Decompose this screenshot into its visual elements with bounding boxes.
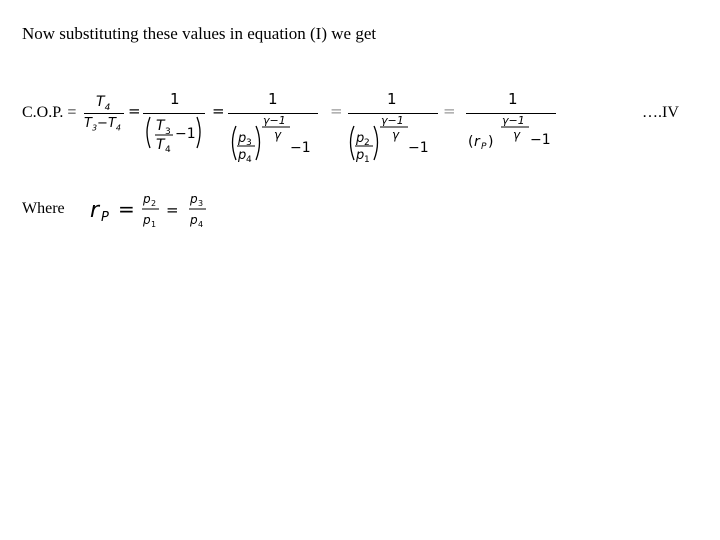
minus-one: −1 [408, 140, 429, 156]
term1-numerator: $T_4$ [96, 94, 111, 113]
t4-symbol: T [156, 137, 165, 153]
p2-symbol: p [143, 192, 151, 206]
p4-symbol: p [190, 213, 198, 227]
term1-fraction-bar [84, 113, 124, 114]
slide-heading: Now substituting these values in equation (I) we get [22, 24, 377, 43]
exponent-denominator: γ [513, 128, 521, 142]
term5-numerator: 1 [508, 90, 518, 108]
t3-symbol: T [156, 118, 165, 134]
term1-denominator: $T_3-T_4$ [84, 116, 121, 133]
p2-subscript: 2 [364, 138, 370, 148]
p1-subscript: 1 [364, 155, 370, 162]
exponent-numerator: γ−1 [502, 114, 525, 127]
p3-subscript: 3 [198, 199, 204, 208]
term3-numerator: 1 [268, 90, 278, 108]
rp-subscript: P [481, 142, 487, 152]
minus-one: −1 [175, 126, 196, 142]
p2-subscript: 2 [151, 199, 157, 208]
p3-symbol: p [238, 131, 247, 146]
term4-denominator [346, 112, 440, 162]
cop-label: C.O.P. = [22, 104, 77, 121]
p4-subscript: 4 [198, 220, 204, 229]
equals-sign-2: = [212, 102, 225, 120]
rp-definition [86, 186, 216, 232]
term4-numerator: 1 [387, 90, 397, 108]
p1-symbol: p [356, 148, 365, 162]
exponent-denominator: γ [392, 128, 400, 142]
p3-subscript: 3 [246, 138, 252, 148]
term2-numerator: 1 [170, 90, 180, 108]
term5-denominator [466, 112, 560, 152]
open-paren: ( [468, 134, 474, 150]
p4-subscript: 4 [246, 155, 252, 162]
minus-one: −1 [290, 140, 311, 156]
exponent-denominator: γ [274, 128, 282, 142]
term2-denominator [143, 114, 207, 154]
equals-sign-4: = [443, 102, 456, 120]
close-paren: ) [488, 134, 494, 150]
equals-sign: = [118, 197, 135, 221]
exponent-numerator: γ−1 [381, 114, 404, 127]
rp-symbol: r [474, 134, 480, 150]
term3-denominator [228, 112, 322, 162]
equals-sign-2: = [166, 201, 179, 219]
equals-sign-1: = [128, 102, 141, 120]
rp-subscript: P [101, 210, 109, 225]
p2-symbol: p [356, 131, 365, 146]
p3-symbol: p [190, 192, 198, 206]
rp-symbol: r [90, 198, 100, 223]
where-label: Where [22, 200, 65, 217]
t4-subscript: 4 [165, 145, 171, 154]
minus-one: −1 [530, 132, 551, 148]
equals-sign-3: = [330, 102, 343, 120]
exponent-numerator: γ−1 [263, 114, 286, 127]
p1-subscript: 1 [151, 220, 157, 229]
p1-symbol: p [143, 213, 151, 227]
t3-subscript: 3 [165, 127, 171, 137]
p4-symbol: p [238, 148, 247, 162]
equation-number-label: ….IV [642, 104, 679, 121]
